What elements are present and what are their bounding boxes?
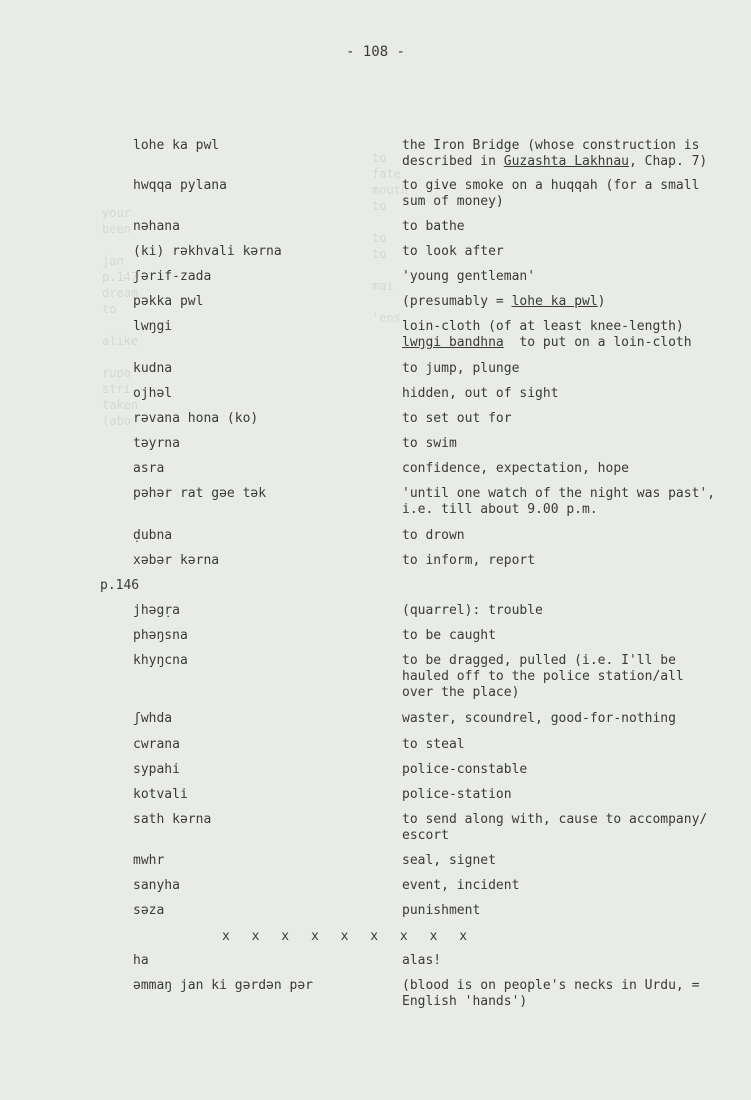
entry-gloss xyxy=(402,978,732,1010)
entry-term: lohe ka pwl xyxy=(133,138,220,153)
entry-term: nəhana xyxy=(133,219,180,234)
gloss-line: police-constable xyxy=(402,762,528,777)
gloss-line: the Iron Bridge (whose construction is xyxy=(402,138,700,153)
entry-term: rəvana hona (ko) xyxy=(133,411,259,426)
entry-gloss xyxy=(402,269,732,285)
gloss-line: hauled off to the police station/all xyxy=(402,669,684,684)
entry-term: sanyha xyxy=(133,878,180,893)
entry-term: kudna xyxy=(133,361,173,376)
entry-gloss xyxy=(402,436,732,452)
gloss-line: to give smoke on a huqqah (for a small xyxy=(402,178,700,193)
gloss-line: English 'hands') xyxy=(402,994,528,1009)
gloss-text: (presumably = xyxy=(402,294,512,309)
entry-term: sypahi xyxy=(133,762,180,777)
entry-gloss xyxy=(402,628,732,644)
entry-gloss xyxy=(402,711,732,727)
gloss-text: ) xyxy=(597,294,606,309)
entry-gloss xyxy=(402,878,732,894)
entry-term: (ki) rəkhvali kərna xyxy=(133,244,282,259)
underlined-title: Guzashta Lakhnau xyxy=(503,154,629,169)
gloss-text: to put on a loin-cloth xyxy=(503,335,692,350)
gloss-line: hidden, out of sight xyxy=(402,386,559,401)
gloss-line: to be caught xyxy=(402,628,496,643)
gloss-line: (quarrel): trouble xyxy=(402,603,543,618)
gloss-line: seal, signet xyxy=(402,853,496,868)
gloss-line: to jump, plunge xyxy=(402,361,520,376)
entry-term: lwŋgi xyxy=(133,319,173,334)
entry-gloss xyxy=(402,853,732,869)
gloss-line xyxy=(402,154,732,170)
gloss-line: punishment xyxy=(402,903,481,918)
entry-gloss xyxy=(402,361,732,377)
gloss-line: alas! xyxy=(402,953,442,968)
entry-gloss xyxy=(402,244,732,260)
gloss-text: , Chap. 7) xyxy=(628,154,708,169)
entry-term: pəkka pwl xyxy=(133,294,204,309)
entry-term: səza xyxy=(133,903,165,918)
entry-gloss xyxy=(402,903,732,919)
gloss-line: 'young gentleman' xyxy=(402,269,536,284)
page-number: - 108 - xyxy=(345,44,405,60)
entry-term: ha xyxy=(133,953,149,968)
gloss-line: 'until one watch of the night was past', xyxy=(402,486,716,501)
gloss-line: confidence, expectation, hope xyxy=(402,461,629,476)
entry-gloss xyxy=(402,528,732,544)
entry-term: cwrana xyxy=(133,737,180,752)
entry-gloss xyxy=(402,653,732,701)
underlined-term: lohe ka pwl xyxy=(511,294,598,309)
entry-term: ʃwhda xyxy=(133,711,173,726)
page-reference: p.146 xyxy=(100,578,140,593)
entry-term: phəŋsna xyxy=(133,628,188,643)
gloss-line: to set out for xyxy=(402,411,512,426)
gloss-line xyxy=(402,335,732,351)
gloss-line: loin-cloth (of at least knee-length) xyxy=(402,319,684,334)
entry-term: ʃərif-zada xyxy=(133,269,212,284)
gloss-line: police-station xyxy=(402,787,512,802)
entry-gloss xyxy=(402,603,732,619)
entry-gloss xyxy=(402,219,732,235)
entry-term: təyrna xyxy=(133,436,180,451)
entry-term: jhəgṛa xyxy=(133,603,180,618)
entry-term: pəhər rat gəe tək xyxy=(133,486,267,501)
entry-term: khyŋcna xyxy=(133,653,188,668)
gloss-line: escort xyxy=(402,828,449,843)
gloss-line: to bathe xyxy=(402,219,465,234)
gloss-line: over the place) xyxy=(402,685,520,700)
gloss-line: waster, scoundrel, good-for-nothing xyxy=(402,711,676,726)
section-separator: x x x x x x x x x xyxy=(222,929,468,944)
gloss-line: to inform, report xyxy=(402,553,536,568)
entry-gloss xyxy=(402,178,732,210)
gloss-text: described in xyxy=(402,154,504,169)
gloss-line: to look after xyxy=(402,244,504,259)
entry-term: ojhəl xyxy=(133,386,173,401)
entry-gloss xyxy=(402,411,732,427)
show-through-text: to fate mouth to to to mai 'ens xyxy=(372,151,409,325)
entry-term: xəbər kərna xyxy=(133,553,220,568)
entry-gloss xyxy=(402,486,732,518)
entry-term: asra xyxy=(133,461,165,476)
entry-term: hwqqa pylana xyxy=(133,178,227,193)
entry-term: sath kərna xyxy=(133,812,212,827)
gloss-line: to send along with, cause to accompany/ xyxy=(402,812,708,827)
show-through-text-left: your been jan p.147 dream to alike rupa stri taken (abo xyxy=(102,206,139,428)
underlined-term: lwŋgi bandhna xyxy=(402,335,504,350)
entry-gloss xyxy=(402,762,732,778)
entry-term: mwhr xyxy=(133,853,165,868)
gloss-line xyxy=(402,294,732,310)
entry-gloss xyxy=(402,737,732,753)
gloss-line: to drown xyxy=(402,528,465,543)
entry-gloss xyxy=(402,294,732,310)
entry-term: ḍubna xyxy=(133,528,173,543)
gloss-line: (blood is on people's necks in Urdu, = xyxy=(402,978,700,993)
entry-gloss xyxy=(402,461,732,477)
entry-gloss xyxy=(402,138,732,170)
gloss-line: to swim xyxy=(402,436,457,451)
gloss-line: sum of money) xyxy=(402,194,504,209)
entry-gloss xyxy=(402,812,732,844)
entry-gloss xyxy=(402,787,732,803)
gloss-line: event, incident xyxy=(402,878,520,893)
gloss-line: to steal xyxy=(402,737,465,752)
entry-gloss xyxy=(402,953,732,969)
gloss-line: i.e. till about 9.00 p.m. xyxy=(402,502,598,517)
entry-gloss xyxy=(402,553,732,569)
entry-term: kotvali xyxy=(133,787,188,802)
gloss-line: to be dragged, pulled (i.e. I'll be xyxy=(402,653,676,668)
entry-gloss xyxy=(402,319,732,351)
entry-gloss xyxy=(402,386,732,402)
entry-term: əmmaŋ jan ki gərdən pər xyxy=(133,978,314,993)
